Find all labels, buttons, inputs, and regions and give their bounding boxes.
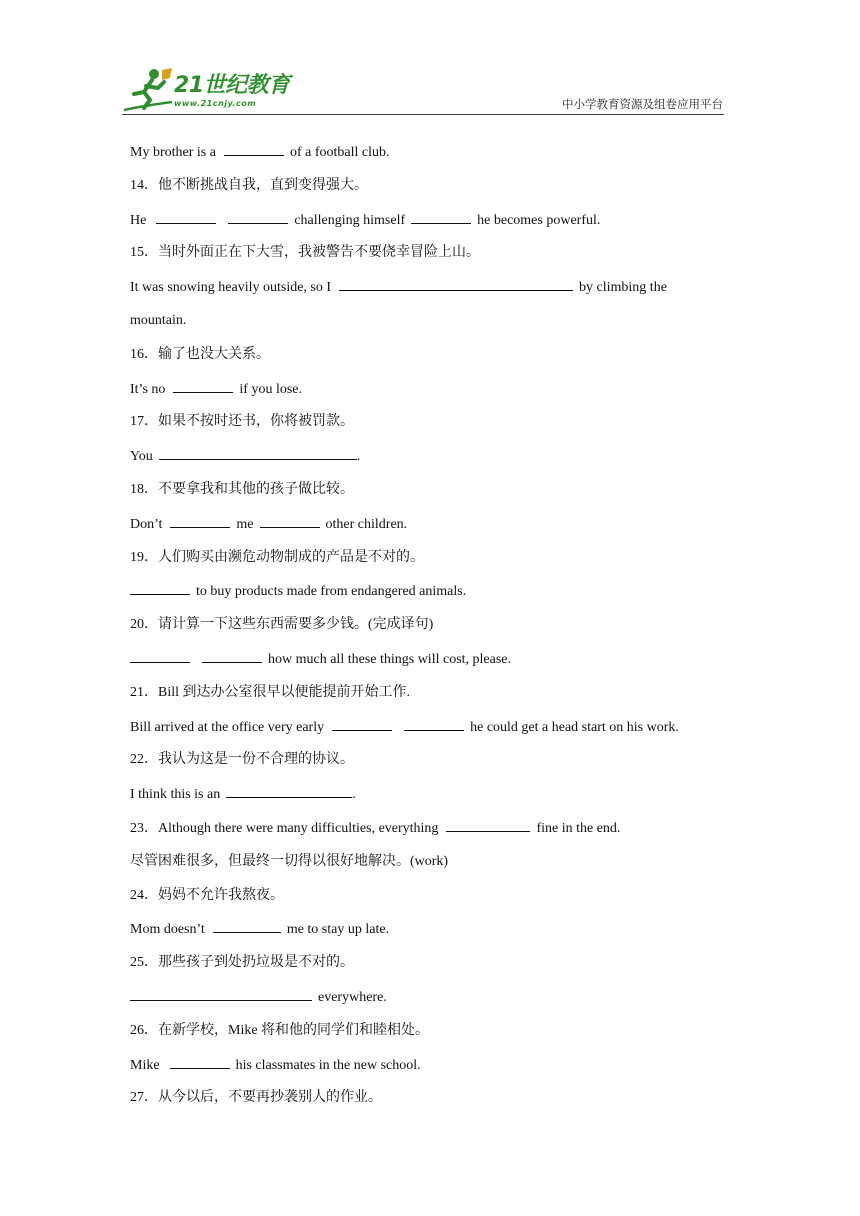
question-18: 18．不要拿我和其他的孩子做比较。 bbox=[130, 481, 354, 497]
logo-url: www.21cnjy.com bbox=[174, 99, 257, 108]
answer-blank[interactable] bbox=[446, 816, 530, 832]
hint-line-23: 尽管困难很多，但最终一切得以很好地解决。(work) bbox=[130, 853, 449, 869]
answer-blank[interactable] bbox=[170, 512, 230, 528]
answer-blank[interactable] bbox=[173, 377, 233, 393]
question-17: 17．如果不按时还书，你将被罚款。 bbox=[130, 414, 354, 430]
answer-blank[interactable] bbox=[130, 579, 190, 595]
question-15: 15．当时外面正在下大雪，我被警告不要侥幸冒险上山。 bbox=[130, 245, 480, 261]
answer-line-20: how much all these things will cost, please. bbox=[130, 647, 730, 681]
answer-blank[interactable] bbox=[228, 208, 288, 224]
logo-text: 21世纪教育 bbox=[174, 73, 290, 98]
question-14: 14．他不断挑战自我，直到变得强大。 bbox=[130, 177, 368, 193]
answer-blank[interactable] bbox=[159, 444, 357, 460]
logo bbox=[122, 66, 297, 116]
question-23: 23．Although there were many difficulties, everything fine in the end. bbox=[130, 816, 730, 850]
answer-blank[interactable] bbox=[170, 1053, 230, 1069]
answer-blank[interactable] bbox=[224, 140, 284, 156]
answer-blank[interactable] bbox=[332, 715, 392, 731]
answer-blank[interactable] bbox=[156, 208, 216, 224]
answer-blank[interactable] bbox=[404, 715, 464, 731]
header-tagline: 中小学教育资源及组卷应用平台 bbox=[562, 97, 723, 111]
question-27: 27．从今以后，不要再抄袭别人的作业。 bbox=[130, 1090, 382, 1106]
answer-blank[interactable] bbox=[202, 647, 262, 663]
answer-line-25: everywhere. bbox=[130, 985, 730, 1019]
header-rule bbox=[122, 114, 724, 115]
question-26: 26．在新学校，Mike 将和他的同学们和睦相处。 bbox=[130, 1022, 430, 1038]
page-header bbox=[0, 0, 860, 130]
exercise-content bbox=[130, 140, 730, 1120]
answer-line-26: Mike his classmates in the new school. bbox=[130, 1053, 730, 1087]
question-22: 22．我认为这是一份不合理的协议。 bbox=[130, 752, 354, 768]
answer-blank[interactable] bbox=[260, 512, 320, 528]
answer-blank[interactable] bbox=[226, 782, 352, 798]
answer-line-16: It’s no if you lose. bbox=[130, 377, 730, 411]
question-19: 19．人们购买由濒危动物制成的产品是不对的。 bbox=[130, 549, 424, 565]
answer-line-13: My brother is a of a football club. bbox=[130, 140, 730, 174]
question-16: 16．输了也没大关系。 bbox=[130, 346, 270, 362]
answer-line-15: It was snowing heavily outside, so I by climbing the bbox=[130, 275, 730, 309]
question-20: 20．请计算一下这些东西需要多少钱。(完成译句) bbox=[130, 617, 434, 633]
answer-blank[interactable] bbox=[130, 985, 312, 1001]
running-figure-icon bbox=[122, 66, 174, 116]
answer-blank[interactable] bbox=[213, 917, 281, 933]
answer-blank[interactable] bbox=[339, 275, 573, 291]
answer-line-18: Don’t me other children. bbox=[130, 512, 730, 546]
answer-line-24: Mom doesn’t me to stay up late. bbox=[130, 917, 730, 951]
answer-line-19: to buy products made from endangered animals. bbox=[130, 579, 730, 613]
answer-line-14: He challenging himself he becomes powerful. bbox=[130, 208, 730, 242]
answer-line-17: You . bbox=[130, 444, 730, 478]
answer-line-22: I think this is an . bbox=[130, 782, 730, 816]
answer-line-15-cont: mountain. bbox=[130, 312, 187, 328]
question-24: 24．妈妈不允许我熬夜。 bbox=[130, 887, 284, 903]
answer-line-21: Bill arrived at the office very early he could get a head start on his work. bbox=[130, 715, 730, 749]
answer-blank[interactable] bbox=[411, 208, 471, 224]
question-25: 25．那些孩子到处扔垃圾是不对的。 bbox=[130, 955, 354, 971]
answer-blank[interactable] bbox=[130, 647, 190, 663]
question-21: 21．Bill 到达办公室很早以便能提前开始工作. bbox=[130, 684, 411, 700]
